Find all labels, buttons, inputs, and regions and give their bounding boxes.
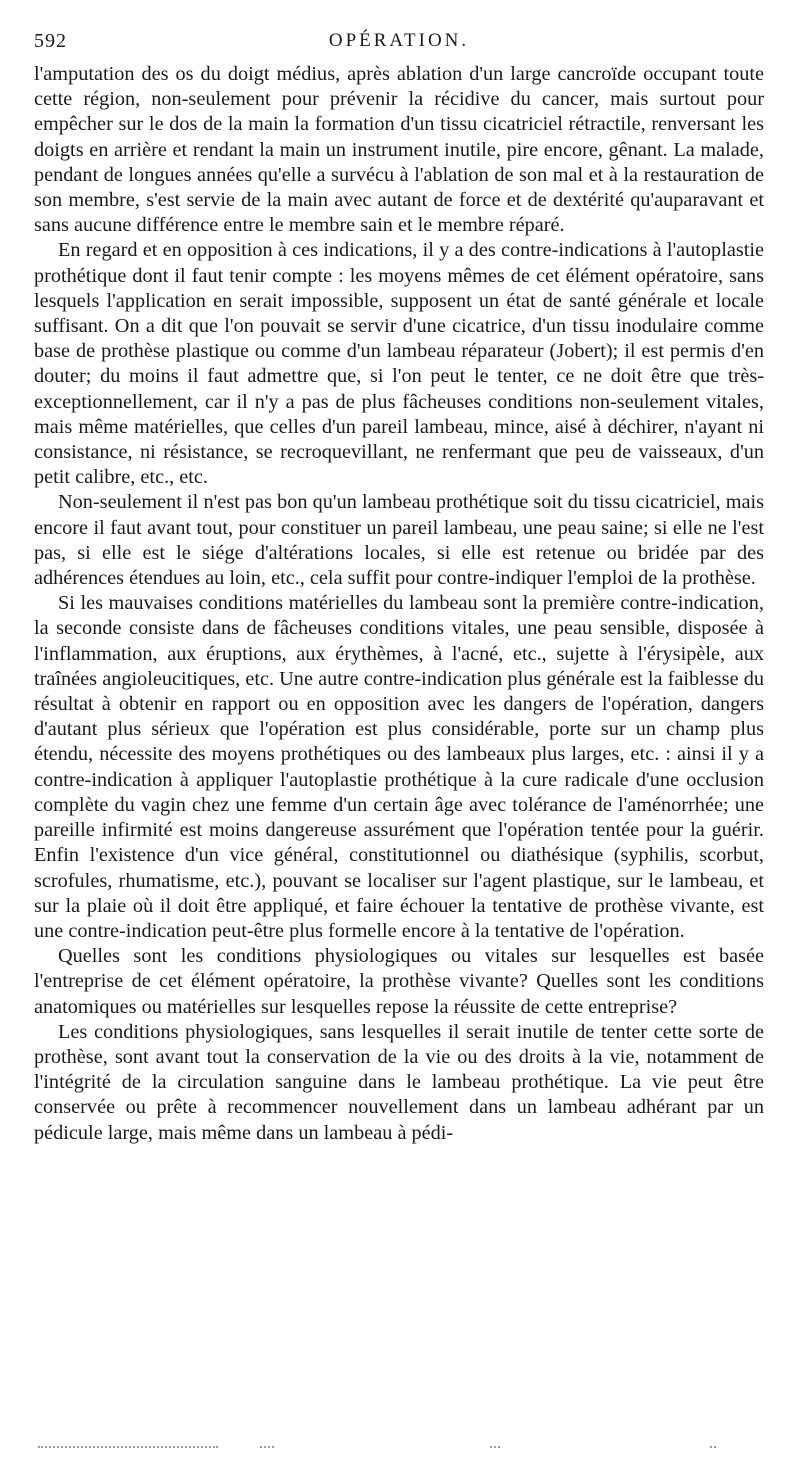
paragraph: l'amputation des os du doigt médius, après ablation d'un large cancroïde occupant toute cette région, non-seulement pour prévenir la récidive du cancer, mais surtout pour empêcher sur le dos de la main la formation d'un tissu cicatriciel rétractile, renversant les doigts en arrière et rendant la main un instrument inutile, pire encore, gênant. La malade, pendant de longues années qu'elle a survécu à l'ablation de son mal et à la restauration de son membre, s'est servie de la main avec autant de force et de dextérité qu'auparavant et sans aucune différence entre le membre sain et le membre réparé.	[34, 63, 764, 237]
footer-scan-marks	[34, 1444, 764, 1450]
body-text	[34, 62, 764, 1146]
page-header	[34, 28, 764, 62]
scan-artifact	[38, 1446, 218, 1448]
scan-artifact	[260, 1446, 274, 1448]
book-page	[34, 28, 764, 1146]
paragraph: En regard et en opposition à ces indications, il y a des contre-indications à l'autoplastie prothétique dont il faut tenir compte : les moyens mêmes de cet élément opératoire, sans lesquels l'application en serait impossible, supposent un état de santé générale et locale suffisant. On a dit que l'on pouvait se servir d'une cicatrice, d'un tissu inodulaire comme base de prothèse plastique ou comme d'un lambeau réparateur (Jobert); il est permis d'en douter; du moins il faut admettre que, si l'on peut le tenter, ce ne doit être que très-exceptionnellement, car il n'y a pas de plus fâcheuses conditions non-seulement vitales, mais même matérielles, que celles d'un pareil lambeau, mince, aisé à déchirer, n'ayant ni consistance, ni résistance, se recroquevillant, ne renfermant que peu de vaisseaux, d'un petit calibre, etc., etc.	[34, 239, 764, 489]
page-number: 592	[34, 30, 67, 52]
paragraph: Si les mauvaises conditions matérielles du lambeau sont la première contre-indication, la seconde consiste dans de fâcheuses conditions vitales, une peau sensible, disposée à l'inflammation, aux éruptions, aux érythèmes, à l'acné, etc., sujette à l'érysipèle, aux traînées angioleucitiques, etc. Une autre contre-indication plus générale est la faiblesse du résultat à obtenir en rapport ou en opposition avec les dangers de l'opération, dangers d'autant plus sérieux que l'opération est plus considérable, porte sur un champ plus étendu, nécessite des moyens prothétiques ou des lambeaux plus larges, etc. : ainsi il y a contre-indication à appliquer l'autoplastie prothétique à la cure radicale d'une occlusion complète du vagin chez une femme d'un certain âge avec tolérance de l'aménorrhée; une pareille infirmité est moins dangereuse assurément que l'opération tentée pour la guérir. Enfin l'existence d'un vice général, constitutionnel ou diathésique (syphilis, scorbut, scrofules, rhumatisme, etc.), pouvant se localiser sur l'agent plastique, sur le lambeau, et sur la plaie où il doit être appliqué, et faire échouer la tentative de prothèse vivante, est une contre-indication peut-être plus formelle encore à la tentative de l'opération.	[34, 592, 764, 942]
paragraph: Non-seulement il n'est pas bon qu'un lambeau prothétique soit du tissu cicatriciel, mais encore il faut avant tout, pour constituer un pareil lambeau, une peau saine; si elle ne l'est pas, si elle est le siége d'altérations locales, si elle est retenue ou bridée par des adhérences étendues au loin, etc., cela suffit pour contre-indiquer l'emploi de la prothèse.	[34, 491, 764, 590]
scan-artifact	[710, 1446, 716, 1448]
paragraph: Les conditions physiologiques, sans lesquelles il serait inutile de tenter cette sorte de prothèse, sont avant tout la conservation de la vie ou des droits à la vie, notamment de l'intégrité de la circulation sanguine dans le lambeau prothétique. La vie peut être conservée ou prête à recommencer nouvellement dans un lambeau adhérant par un pédicule large, mais même dans un lambeau à pédi-	[34, 1020, 764, 1144]
running-title: OPÉRATION.	[328, 30, 470, 51]
paragraph: Quelles sont les conditions physiologiques ou vitales sur lesquelles est basée l'entreprise de cet élément opératoire, la prothèse vivante? Quelles sont les conditions anatomiques ou matérielles sur lesquelles repose la réussite de cette entreprise?	[34, 945, 764, 1018]
scan-artifact	[490, 1446, 500, 1448]
